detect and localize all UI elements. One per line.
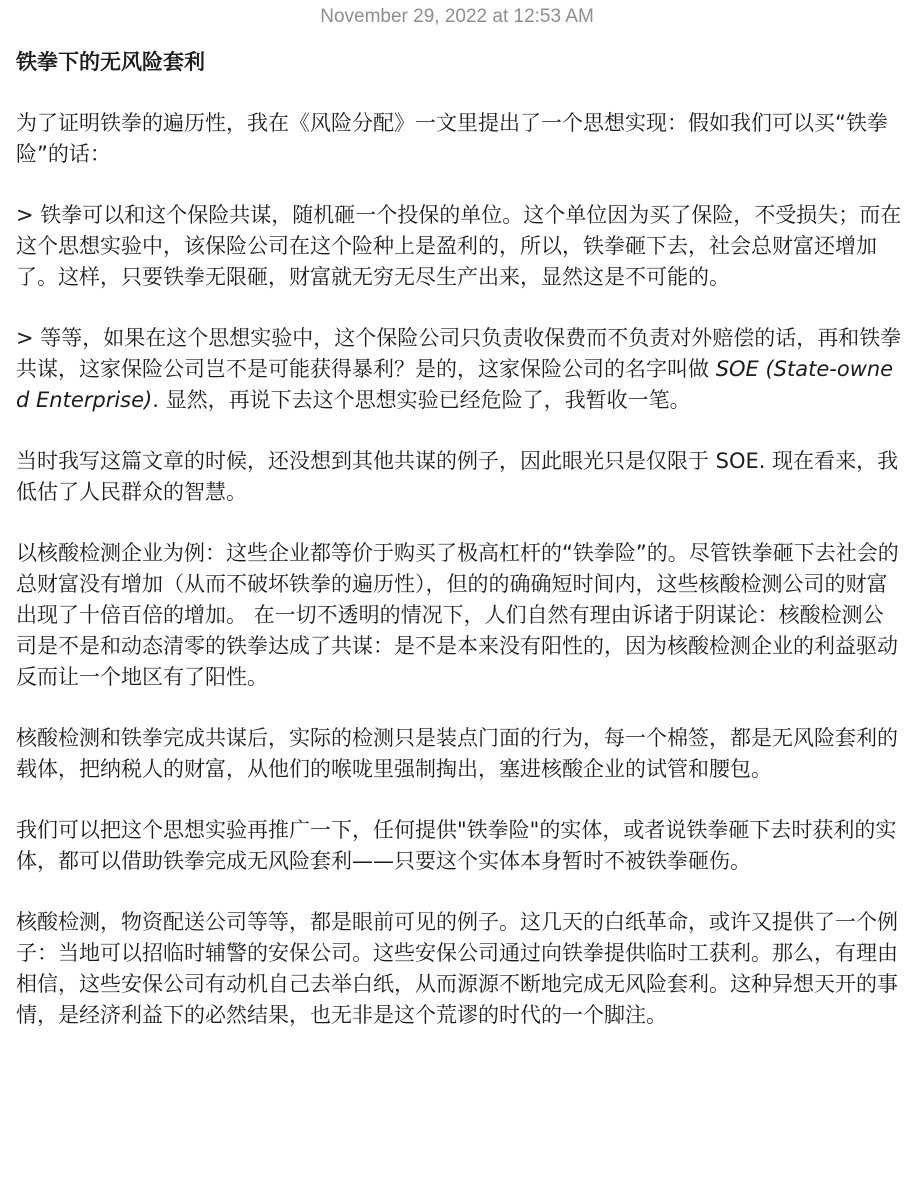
quote-paragraph-2[interactable] (16, 323, 904, 416)
blank-line (16, 877, 904, 907)
quote-paragraph-1[interactable]: > 铁拳可以和这个保险共谋，随机砸一个投保的单位。这个单位因为买了保险，不受损失；而在这个思想实验中，该保险公司在这个险种上是盈利的，所以，铁拳砸下去，社会总财富还增加了。这样，只要铁拳无限砸，财富就无穷无尽生产出来，显然这是不可能的。 (16, 203, 902, 289)
paragraph-3[interactable]: 以核酸检测企业为例：这些企业都等价于购买了极高杠杆的“铁拳险”的。尽管铁拳砸下去社会的总财富没有增加（从而不破坏铁拳的遍历性），但的的确确短时间内，这些核酸检测公司的财富出现了十倍百倍的增加。 在一切不透明的情况下，人们自然有理由诉诸于阴谋论：核酸检测公司是不是和动态清零的铁拳达成了共谋：是不是本来没有阳性的，因为核酸检测企业的利益驱动反而让一个地区有了阳性。 (16, 541, 899, 689)
paragraph-5[interactable]: 我们可以把这个思想实验再推广一下，任何提供"铁拳险"的实体，或者说铁拳砸下去时获利的实体，都可以借助铁拳完成无风险套利——只要这个实体本身暂时不被铁拳砸伤。 (16, 818, 897, 873)
paragraph-2[interactable]: 当时我写这篇文章的时候，还没想到其他共谋的例子，因此眼光只是仅限于 SOE. 现在看来，我低估了人民群众的智慧。 (16, 449, 899, 504)
blank-line (16, 508, 904, 538)
blank-line (16, 693, 904, 723)
note-timestamp: November 29, 2022 at 12:53 AM (320, 6, 594, 27)
blank-line (16, 785, 904, 815)
blank-line (16, 170, 904, 200)
blank-line (16, 416, 904, 446)
quote-paragraph-2-tail: . 显然，再说下去这个思想实验已经危险了，我暂收一笔。 (152, 388, 691, 412)
paragraph-6[interactable]: 核酸检测，物资配送公司等等，都是眼前可见的例子。这几天的白纸革命，或许又提供了一个例子：当地可以招临时辅警的安保公司。这些安保公司通过向铁拳提供临时工获利。那么，有理由相信，这些安保公司有动机自己去举白纸，从而源源不断地完成无风险套利。这种异想天开的事情，是经济利益下的必然结果，也无非是这个荒谬的时代的一个脚注。 (16, 910, 898, 1027)
note-title[interactable]: 铁拳下的无风险套利 (16, 50, 205, 74)
blank-line (16, 78, 904, 108)
quote-paragraph-2-text: > 等等，如果在这个思想实验中，这个保险公司只负责收保费而不负责对外赔偿的话，再和铁拳共谋，这家保险公司岂不是可能获得暴利？是的，这家保险公司的名字叫做 (16, 326, 902, 381)
blank-line (16, 293, 904, 323)
paragraph-1[interactable]: 为了证明铁拳的遍历性，我在《风险分配》一文里提出了一个思想实现：假如我们可以买“铁拳险”的话： (16, 111, 888, 166)
paragraph-4[interactable]: 核酸检测和铁拳完成共谋后，实际的检测只是装点门面的行为，每一个棉签，都是无风险套利的载体，把纳税人的财富，从他们的喉咙里强制掏出，塞进核酸企业的试管和腰包。 (16, 726, 898, 781)
soe-italic-text: SOE (State-owned Enterprise) (16, 357, 894, 412)
note-body[interactable] (16, 46, 904, 1031)
